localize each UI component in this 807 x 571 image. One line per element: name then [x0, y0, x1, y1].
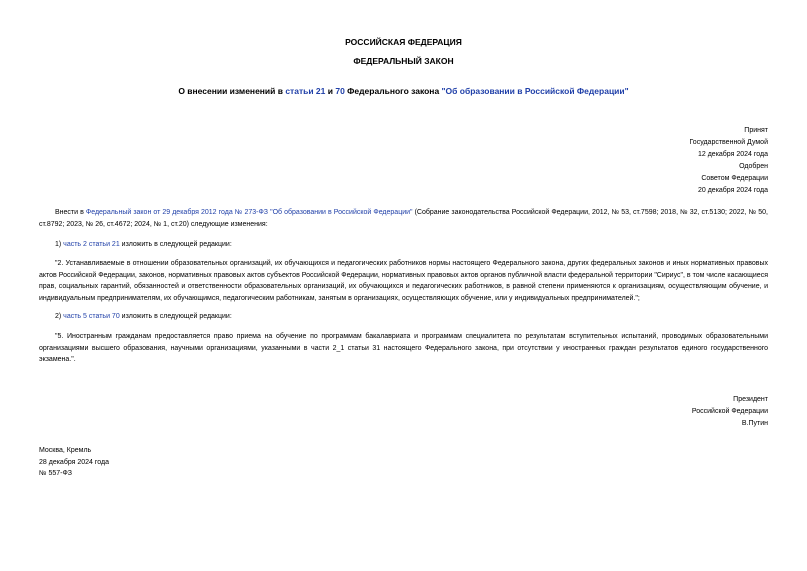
adopted-label: Принят	[744, 127, 768, 134]
item-2-suffix: изложить в следующей редакции:	[119, 313, 232, 320]
amendment-text-1: "2. Устанавливаемые в отношении образовательных организаций, их обучающихся и педагогических работников нормы настоящего Федерального закона, других федеральных законов и иных нормативных правовых актов Российской Федерации, законов, нормативных правовых актов субъектов Российской Федерации, нормативных правовых актов органов публичной власти федеральной территории "Сириус", в том числе касающиеся прав, социальных гарантий, обязанностей и ответственности образовательных организаций, их обучающихся и педагогических работников, в равной степени применяются к организациям, осуществляющим обучение, и индивидуальным предпринимателям, их обучающимся, педагогическим работникам, занятым в организациях, осуществляющих обучение, или у индивидуальных предпринимателей.";	[39, 260, 768, 302]
intro-prefix: Внести в	[55, 209, 86, 216]
title-middle: Федерального закона	[344, 86, 442, 96]
president-country: Российской Федерации	[691, 408, 768, 415]
approved-date: 20 декабря 2024 года	[697, 187, 768, 194]
amendment-text-2: "5. Иностранным гражданам предоставляется право приема на обучение по программам бакалавриата и программам специалитета по результатам вступительных испытаний, проводимых образовательными организациями высшего образования, научными организациями, указанными в части 2_1 статьи 31 настоящего Федерального закона, при отсутствии у иностранных граждан результатов единого государственного экзамена.".	[39, 333, 768, 363]
country-heading: РОССИЙСКАЯ ФЕДЕРАЦИЯ	[345, 37, 462, 47]
part-5-article-70-link[interactable]: часть 5 статьи 70	[63, 313, 120, 320]
president-name: В.Путин	[741, 420, 768, 427]
intro-paragraph	[39, 207, 768, 230]
signing-date: 28 декабря 2024 года	[39, 458, 110, 466]
approved-label: Одобрен	[739, 163, 768, 170]
item-1-suffix: изложить в следующей редакции:	[119, 241, 232, 248]
intro-suffix: (Собрание законодательства Российской Федерации, 2012, № 53, ст.7598; 2018, № 32, ст.5130; 2022, № 50, ст.8792; 2023, № 26, ст.4672; 2024, № 1, ст.20) следующие изменения:	[39, 209, 768, 228]
adoption-block	[689, 125, 768, 197]
law-number: № 557-ФЗ	[39, 470, 73, 477]
amendment-item-1	[39, 239, 768, 251]
item-2-number: 2)	[55, 313, 64, 320]
president-title: Президент	[733, 396, 768, 403]
adopted-date: 12 декабря 2024 года	[697, 151, 768, 158]
item-1-number: 1)	[55, 241, 64, 248]
signing-details	[39, 445, 109, 480]
article-70-link[interactable]: 70	[335, 86, 345, 96]
amendment-item-2	[39, 311, 768, 323]
president-signature-block	[692, 394, 768, 430]
law-title	[0, 85, 807, 97]
article-21-link[interactable]: статьи 21	[285, 86, 326, 96]
signing-place: Москва, Кремль	[39, 447, 92, 454]
law-name-link[interactable]: "Об образовании в Российской Федерации"	[441, 86, 629, 96]
adopted-by: Государственной Думой	[689, 139, 768, 146]
approved-by: Советом Федерации	[701, 175, 768, 182]
title-and: и	[325, 86, 336, 96]
title-prefix: О внесении изменений в	[178, 86, 286, 96]
part-2-article-21-link[interactable]: часть 2 статьи 21	[63, 241, 120, 248]
federal-law-273-link[interactable]: Федеральный закон от 29 декабря 2012 года № 273-ФЗ "Об образовании в Российской Федерации"	[85, 209, 413, 216]
law-type-heading: ФЕДЕРАЛЬНЫЙ ЗАКОН	[353, 56, 454, 66]
